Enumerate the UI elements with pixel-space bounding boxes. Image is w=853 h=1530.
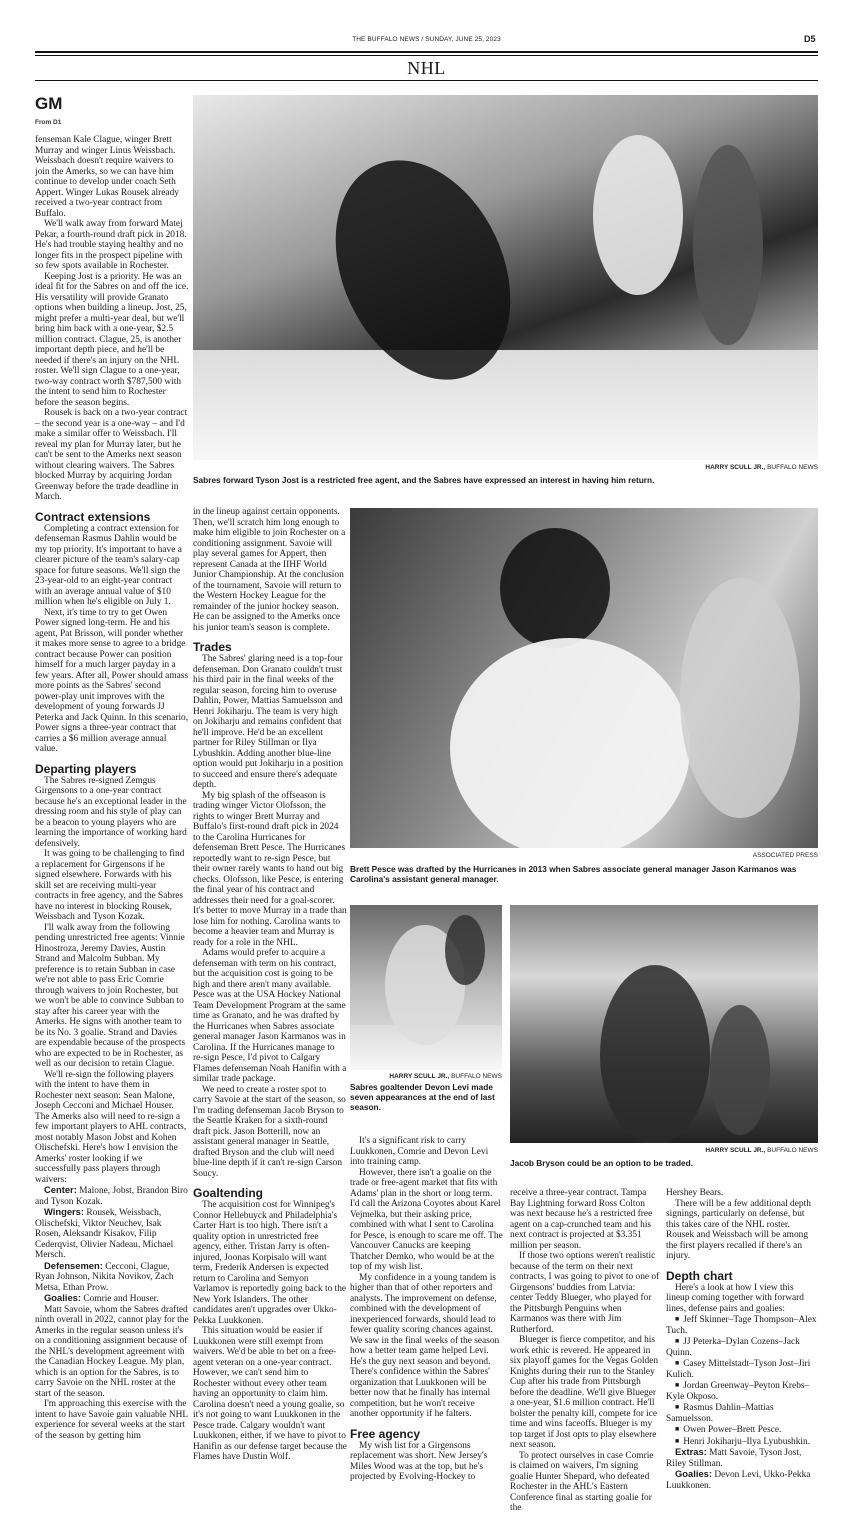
paragraph-text: Rousek, Weissbach, Olischefski, Viktor Neuchev, Isak Rosen, Aleksandr Kisakov, Filip Cederqvist, Olivier Nadeau, Michael Mersch.	[35, 1208, 174, 1260]
photo-credit	[500, 1147, 818, 1154]
paragraph	[193, 654, 347, 791]
paragraph	[350, 1136, 504, 1168]
credit-organization: BUFFALO NEWS	[767, 1147, 818, 1154]
paragraph	[35, 1261, 189, 1294]
article-column-5	[666, 1188, 818, 1525]
paragraph-text: Blueger is fierce competitor, and his work ethic is revered. He appeared in six playoff games for the Vegas Golden Knights during their run to the Stanley Cup after his trade from Pittsburgh before the deadline. We'll give Blueger a one-year, $1.6 million contract. He'll bolster the penalty kill, compete for ice time and wins faceoffs. Blueger is my top target if Jost opts to play elsewhere next season.	[510, 1335, 659, 1450]
subhead: Contract extensions	[35, 509, 151, 524]
depth-chart-line	[666, 1358, 818, 1380]
paragraph-text: If those two options weren't realistic because of the term on their next contracts, I was going to pivot to one of Girgensons' buddies from Latvia: center Teddy Blueger, who played for the Pittsburgh Penguins when Karmanos was there with Jim Rutherford.	[510, 1251, 660, 1335]
paragraph-text: fenseman Kale Clague, winger Brett Murray and winger Linus Weissbach. Weissbach doesn't require waivers to join the Amerks, so we can have him continue to develop under coach Seth Appert. Winger Lukas Rousek already received a two-year contract from Buffalo.	[35, 135, 179, 219]
square-bullet-icon: ■	[675, 1381, 680, 1389]
article-column-4	[510, 1188, 660, 1525]
paragraph-text: in the lineup against certain opponents. Then, we'll scratch him long enough to make him eligible to join Rochester on a conditioning assignment. Savoie will play several games for Appert, then represent Canada at the IIHF World Junior Championship. At the conclusion of the tournament, Savoie will return to the Western Hockey League for the remainder of the junior hockey season. He can be assigned to the Amerks once his junior team's season is complete.	[193, 507, 346, 633]
depth-chart-line	[666, 1424, 818, 1436]
paragraph	[35, 1207, 189, 1261]
depth-chart-line	[666, 1380, 818, 1402]
paragraph	[666, 1188, 818, 1199]
paragraph-text: Comrie and Houser.	[81, 1294, 159, 1304]
paragraph	[350, 1273, 504, 1420]
square-bullet-icon: ■	[675, 1315, 680, 1323]
paragraph-text: JJ Peterka–Dylan Cozens–Jack Quinn.	[666, 1337, 800, 1358]
photo-caption: Jacob Bryson could be an option to be traded.	[510, 1158, 694, 1168]
paragraph-text: I'm approaching this exercise with the intent to have Savoie gain valuable NHL experience for several weeks at the start of the season by getting him	[35, 1399, 188, 1441]
paragraph-text: This situation would be easier if Luukkonen were still exempt from waivers. We'd be able to bet on a free-agent veteran on a one-year contract. However, we can't send him to Rochester without every other team having an opportunity to claim him. Carolina doesn't need a young goalie, so it's not going to want Luukkonen in the Pesce trade. Calgary wouldn't want Luukkonen, either, if we have to pivot to Hanifin as our defense target because the Flames have Dustin Wolf.	[193, 1326, 347, 1462]
paragraph-text: Jordan Greenway–Peyton Krebs–Kyle Okposo.	[666, 1381, 810, 1402]
paragraph	[35, 608, 189, 755]
paragraph-text: The acquisition cost for Winnipeg's Connor Hellebuyck and Philadelphia's Carter Hart is too high. There isn't a quality option in unrestricted free agency, either. Tristan Jarry is often-injured, Joonas Korpisalo will want term, Frederik Andersen is expected return to Carolina and Semyon Varlamov is reportedly going back to the New York Islanders. The other candidates aren't upgrades over Ukko-Pekka Luukkonen.	[193, 1200, 347, 1326]
paragraph	[35, 849, 189, 923]
paragraph-text: My confidence in a young tandem is higher than that of other reporters and analysts. The improvement on defense, combined with the development of inexperienced forwards, should lead to fewer quality scoring chances against. We saw in the final weeks of the season how a better team game helped Levi. He's the guy next season and beyond. There's confidence within the Sabres' organization that Luukkonen will be better now that he finally has internal competition, but he won't receive another opportunity if he falters.	[350, 1272, 500, 1419]
paragraph	[35, 1305, 189, 1400]
paragraph-text: Adams would prefer to acquire a defenseman with term on his contract, but the acquisition cost is going to be high and there aren't many available. Pesce was at the USA Hockey National Team Development Program at the same time as Granato, and he was drafted by the Hurricanes when Sabres associate general manager Jason Karmanos was in Carolina. If the Hurricanes manage to re-sign Pesce, I'd pivot to Calgary Flames defenseman Noah Hanifin with a similar trade package.	[193, 948, 347, 1084]
masthead-rule-thin	[35, 55, 818, 56]
paragraph	[666, 1283, 818, 1315]
article-column-1	[35, 135, 189, 1525]
paragraph	[350, 1441, 504, 1483]
subhead: Goaltending	[193, 1186, 263, 1200]
paragraph-text: Rousek is back on a two-year contract – the second year is a one-way – and I'd make a similar offer to Weissbach. I'll reveal my plan for Murray later, but he can't be sent to the Amerks next season without clearing waivers. The Sabres blocked Murray by acquiring Jordan Greenway before the trade deadline in March.	[35, 408, 188, 502]
paragraph-text: Henri Jokiharju–Ilya Lyubushkin.	[683, 1436, 811, 1447]
paragraph	[35, 408, 189, 503]
paragraph-text: However, there isn't a goalie on the trade or free-agent market that fits with Adams' plan in the short or long term. I'd call the Arizona Coyotes about Karel Vejmelka, but their asking price, combined with what I sent to Carolina for Pesce, is enough to scare me off. The Vancouver Canucks are keeping Thatcher Demko, who would be at the top of my wish list.	[350, 1167, 503, 1272]
subhead: Departing players	[35, 761, 137, 776]
section-title: NHL	[407, 58, 446, 78]
paragraph	[510, 1251, 660, 1335]
depth-chart-line	[666, 1314, 818, 1336]
paragraph	[666, 1469, 818, 1491]
square-bullet-icon: ■	[675, 1425, 680, 1433]
paragraph-lead-label: Wingers:	[44, 1206, 85, 1217]
credit-organization: ASSOCIATED PRESS	[752, 852, 818, 859]
square-bullet-icon: ■	[675, 1436, 680, 1445]
paragraph-text: Matt Savoie, whom the Sabres drafted ninth overall in 2022, cannot play for the Amerks in the regular season unless it's on a conditioning assignment because of the NHL's development agreement with the Canadian Hockey League. My plan, which is an option for the Sabres, is to carry Savoie on the NHL roster at the start of the season.	[35, 1304, 189, 1399]
paragraph	[193, 791, 347, 949]
paragraph-text: receive a three-year contract. Tampa Bay Lightning forward Ross Colton was next because he's a restricted free agent on a cap-crunched team and his next contract is projected at $3.351 million per season.	[510, 1188, 653, 1251]
paragraph-text: Jeff Skinner–Tage Thompson–Alex Tuch.	[666, 1315, 817, 1336]
paragraph-text: Completing a contract extension for defenseman Rasmus Dahlin would be my top priority. It's important to have a clearer picture of the team's salary-cap space for future seasons. We'll sign the 23-year-old to an eight-year contract with an average annual value of $10 million when he's eligible on July 1.	[35, 523, 182, 607]
paragraph-text: Casey Mittelstadt–Tyson Jost–Jiri Kulich.	[666, 1359, 811, 1380]
paragraph	[193, 1085, 347, 1180]
section-rule	[35, 80, 818, 81]
paragraph-text: It's a significant risk to carry Luukkonen, Comrie and Devon Levi into training camp.	[350, 1136, 489, 1167]
paragraph-text: The Sabres re-signed Zemgus Girgensons to a one-year contract because he's an exceptional leader in the dressing room and his style of play can be a beacon to young players who are learning the importance of working hard defensively.	[35, 775, 187, 849]
page-number: D5	[804, 34, 816, 44]
paragraph-text: Matt Savoie, Tyson Jost, Riley Stillman.	[666, 1448, 802, 1469]
paragraph	[193, 507, 347, 633]
paragraph	[510, 1451, 660, 1514]
paragraph-lead-label: Center:	[44, 1184, 77, 1195]
square-bullet-icon: ■	[675, 1403, 680, 1411]
paragraph-text: There will be a few additional depth signings, particularly on defense, but this takes care of the NHL roster. Rousek and Weissbach will be among the first players recalled if there's an injury.	[666, 1198, 811, 1261]
paragraph-lead-label: Goalies:	[44, 1292, 81, 1303]
folio-line: THE BUFFALO NEWS / SUNDAY, JUNE 25, 2023	[352, 36, 501, 43]
paragraph-text: Keeping Jost is a priority. He was an ideal fit for the Sabres on and off the ice. His versatility will provide Granato options when building a lineup. Jost, 25, might prefer a multi-year deal, but we'll bring him back with a one-year, $2.5 million contract. Clague, 25, is another important depth piece, and he'll be needed if there's an injury on the NHL roster. We'll sign Clague to a one-year, two-way contract worth $787,500 with the intent to send him to Rochester before the season begins.	[35, 271, 189, 408]
depth-chart-line	[666, 1336, 818, 1358]
subhead: Depth chart	[666, 1268, 733, 1283]
paragraph-text: It was going to be challenging to find a replacement for Girgensons if he signed elsewhere. Forwards with his skill set are receiving multi-year contracts in free agency, and the Sabres have no interest in blocking Rousek, Weissbach and Tyson Kozak.	[35, 849, 185, 922]
credit-photographer: HARRY SCULL JR.,	[705, 1147, 766, 1154]
paragraph-text: The Sabres' glaring need is a top-four defenseman. Don Granato couldn't trust his third pair in the final weeks of the regular season, forcing him to overuse Dahlin, Power, Mattias Samuelsson and Henri Jokiharju. The team is very high on Jokiharju and remains confident that he'll improve. He'd be an excellent partner for Riley Stillman or Ilya Lybushkin. Adding another blue-line option would put Jokiharju in a position to succeed and ensure there's adequate depth.	[193, 654, 343, 790]
paragraph-text: Next, it's time to try to get Owen Power signed long-term. He and his agent, Pat Brisson, will ponder whether it makes more sense to agree to a bridge contract because Power can position himself for a much larger payday in a few years. After all, Power should amass more points as the Sabres' second power-play unit improves with the development of young forwards JJ Peterka and Jack Quinn. In this scenario, Power signs a three-year contract that carries a $6 million average annual value.	[35, 607, 189, 754]
paragraph	[510, 1188, 660, 1251]
square-bullet-icon: ■	[675, 1337, 680, 1345]
credit-organization: BUFFALO NEWS	[451, 1073, 502, 1080]
photo-credit	[500, 852, 818, 859]
paragraph-lead-label: Defensemen:	[44, 1259, 103, 1271]
square-bullet-icon: ■	[675, 1359, 680, 1367]
paragraph	[510, 1335, 660, 1451]
credit-photographer: HARRY SCULL JR.,	[705, 464, 766, 471]
paragraph	[193, 1200, 347, 1326]
photo-caption: Brett Pesce was drafted by the Hurricanes in 2013 when Sabres associate general manager Jason Karmanos was Carolina's assistant general manager.	[350, 864, 797, 884]
photo-credit	[350, 1073, 502, 1080]
photo-brett-pesce	[350, 508, 818, 848]
article-headline: GM	[35, 94, 63, 113]
paragraph-lead-label: Goalies:	[675, 1468, 712, 1479]
article-column-3	[350, 1136, 504, 1525]
paragraph-text: Devon Levi, Ukko-Pekka Luukkonen.	[666, 1470, 811, 1491]
paragraph	[35, 1070, 189, 1186]
paragraph-text: Here's a look at how I view this lineup coming together with forward lines, defense pairs and goalies:	[666, 1282, 804, 1314]
paragraph-text: We need to create a roster spot to carry Savoie at the start of the season, so I'm trading defenseman Jacob Bryson to the Seattle Kraken for a sixth-round draft pick. Jason Botterill, now an assistant general manager in Seattle, drafted Bryson and the club will need blue-line depth if it can't re-sign Carson Soucy.	[193, 1084, 346, 1179]
paragraph	[35, 1293, 189, 1305]
paragraph-text: To protect ourselves in case Comrie is claimed on waivers, I'm signing goalie Hunter Shepard, who defeated Rochester in the AHL's Eastern Conference final as starting goalie for the	[510, 1450, 654, 1513]
subhead: Free agency	[350, 1426, 421, 1441]
paragraph-text: My big splash of the offseason is trading winger Victor Olofsson, the rights to winger Brett Murray and Buffalo's first-round draft pick in 2024 to the Carolina Hurricanes for defenseman Brett Pesce. The Hurricanes reportedly want to re-sign Pesce, but their owner rarely wants to hand out big checks. Olofsson, like Pesce, is entering the final year of his contract and addresses their need for a goal-scorer. It's better to move Murray in a trade than lose him for nothing. Carolina wants to become a heavier team and Murray is ready for a role in the NHL.	[193, 790, 347, 948]
photo-devon-levi	[350, 905, 502, 1070]
paragraph	[35, 272, 189, 409]
paragraph	[35, 1185, 189, 1207]
paragraph-text: Malone, Jobst, Brandon Biro and Tyson Kozak.	[35, 1186, 188, 1207]
article-column-2	[193, 507, 347, 1525]
paragraph	[666, 1199, 818, 1262]
paragraph-text: I'll walk away from the following pending unrestricted free agents: Vinnie Hinostroza, Jeremy Davies, Austin Strand and Malcolm Subban. My preference is to retain Subban in case we're not able to pass Eric Comrie through waivers to join Rochester, but we won't be able to convince Subban to stay after his career year with the Amerks. He signs with another team to be its No. 3 goalie. Strand and Davies are expendable because of the prospects who are expected to be in Rochester, as well as our decision to retain Clague.	[35, 922, 186, 1069]
paragraph-text: My wish list for a Girgensons replacement was short. New Jersey's Miles Wood was at the top, but he's projected by Evolving-Hockey to	[350, 1440, 488, 1482]
photo-tyson-jost	[193, 95, 818, 460]
paragraph	[35, 135, 189, 219]
masthead-rule	[35, 51, 818, 53]
subhead: Trades	[193, 640, 232, 654]
paragraph	[666, 1447, 818, 1469]
paragraph-text: We'll walk away from forward Matej Pekar, a fourth-round draft pick in 2018. He's had trouble staying healthy and no longer fits in the prospect pipeline with so few spots available in Rochester.	[35, 219, 187, 271]
paragraph	[35, 923, 189, 1070]
paragraph-text: Cecconi, Clague, Ryan Johnson, Nikita Novikov, Zach Metsa, Ethan Prow.	[35, 1261, 174, 1293]
paragraph	[35, 1399, 189, 1441]
credit-organization: BUFFALO NEWS	[767, 464, 818, 471]
photo-caption: Sabres forward Tyson Jost is a restricted free agent, and the Sabres have expressed an interest in having him return.	[193, 475, 655, 485]
paragraph-text: Rasmus Dahlin–Mattias Samuelsson.	[666, 1403, 774, 1424]
paragraph-text: Hershey Bears.	[666, 1188, 724, 1198]
jump-line: From D1	[35, 119, 62, 126]
photo-caption: Sabres goaltender Devon Levi made seven appearances at the end of last season.	[350, 1082, 495, 1112]
paragraph	[35, 219, 189, 272]
credit-photographer: HARRY SCULL JR.,	[389, 1073, 450, 1080]
paragraph	[35, 776, 189, 850]
paragraph-text: Owen Power–Brett Pesce.	[683, 1425, 782, 1435]
paragraph	[193, 948, 347, 1085]
photo-credit	[500, 464, 818, 471]
paragraph	[350, 1168, 504, 1273]
paragraph	[35, 524, 189, 608]
paragraph	[193, 1326, 347, 1463]
depth-chart-line	[666, 1402, 818, 1424]
paragraph-lead-label: Extras:	[675, 1446, 707, 1457]
photo-jacob-bryson	[510, 905, 818, 1143]
paragraph-text: We'll re-sign the following players with the intent to have them in Rochester next season: Sean Malone, Joseph Cecconi and Michael Houser. The Amerks also will need to re-sign a few important players to AHL contracts, most notably Mason Jobst and Kohen Olischefski. Here's how I envision the Amerks' roster looking if we successfully pass players through waivers:	[35, 1069, 187, 1185]
